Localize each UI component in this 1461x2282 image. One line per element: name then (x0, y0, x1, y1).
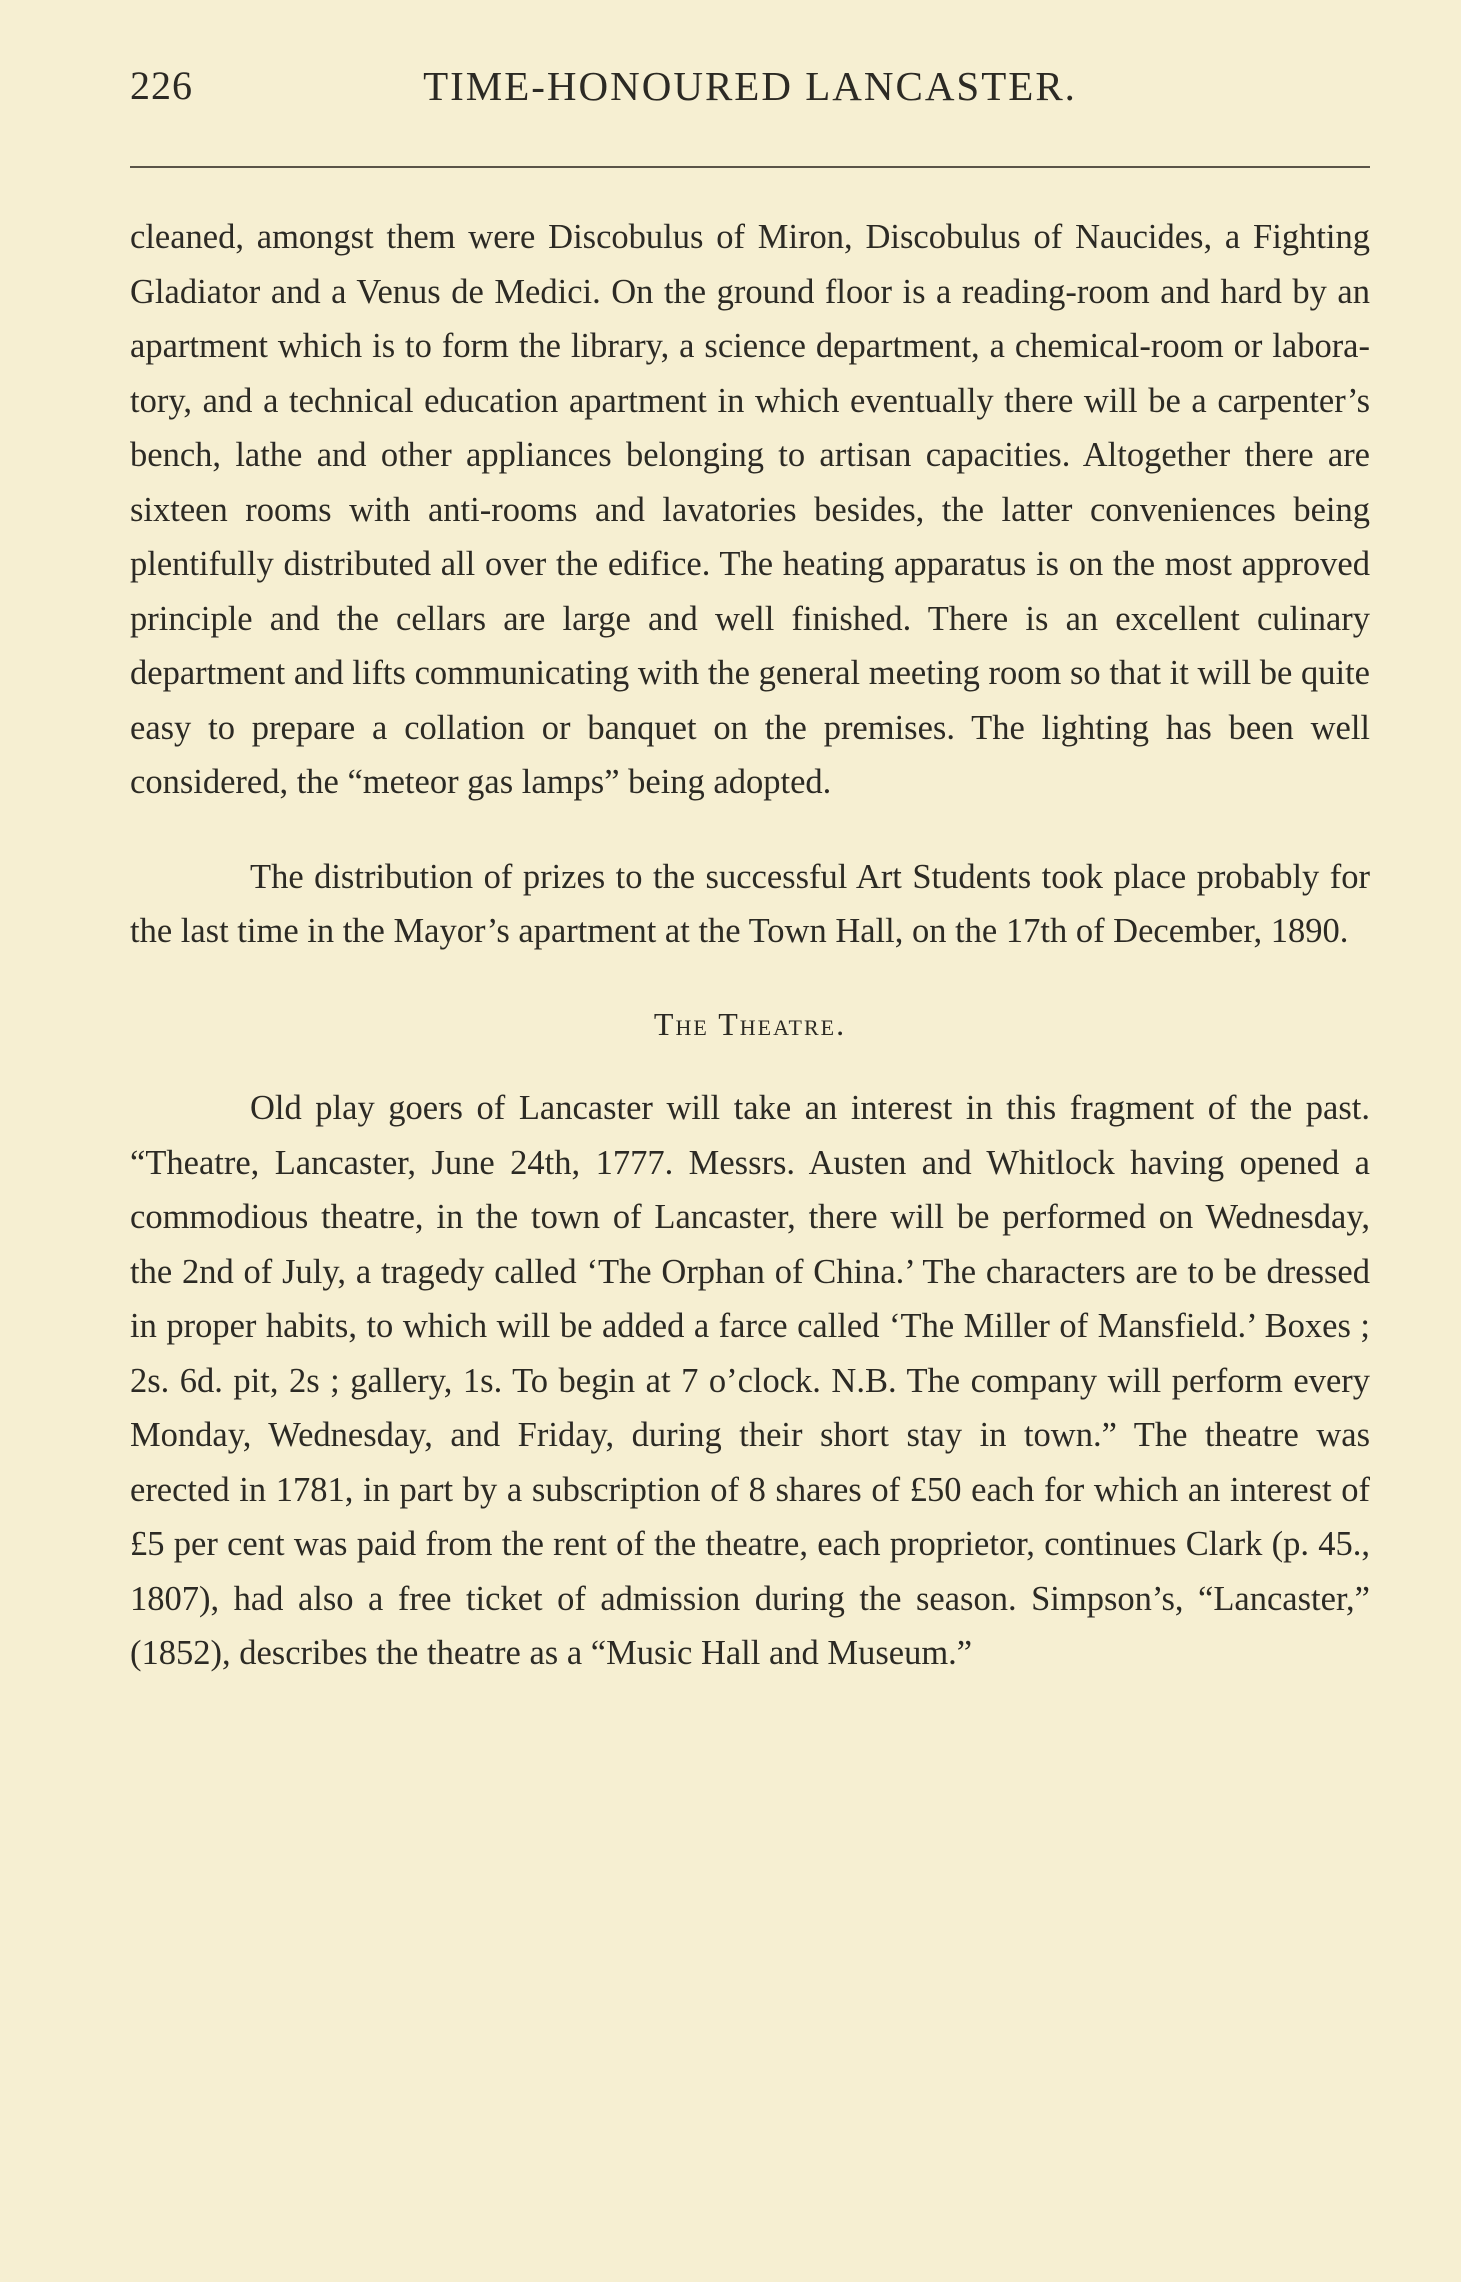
running-head (130, 62, 1370, 122)
paragraph-prize-distribution: The distribution of prizes to the successful Art Students took place probably for the last time in the Mayor’s apartment at the Town Hall, on the 17th of December, 1890. (130, 857, 1370, 950)
header-rule (130, 166, 1370, 168)
running-title: TIME-HONOURED LANCASTER. (423, 63, 1077, 109)
section-heading-theatre: The Theatre. (653, 1005, 847, 1042)
page-number: 226 (130, 63, 193, 108)
paragraph-institute-description: cleaned, amongst them were Discobulus of Miron, Discobulus of Naucides, a Fighting Gladiator and a Venus de Medici. On the ground floor is a reading-room and hard by an apartment which is to form the library, a science department, a chemical-room or laboratory, and a technical education apartment in which eventually there will be a carpenter’s bench, lathe and other appliances belonging to artisan capacities. Altogether there are sixteen rooms with anti-rooms and lavatories besides, the latter conveniences being plentifully distributed all over the edifice. The heating apparatus is on the most approved principle and the cellars are large and well finished. There is an excellent culinary department and lifts communicating with the general meeting room so that it will be quite easy to prepare a collation or banquet on the premises. The lighting has been well considered, the “meteor gas lamps” being adopted. (130, 218, 1370, 801)
paragraph-theatre-history: Old play goers of Lancaster will take an interest in this fragment of the past. “Theatre, Lancaster, June 24th, 1777. Messrs. Austen and Whitlock having opened a commodious theatre, in the town of Lancaster, there will be performed on Wednesday, the 2nd of July, a tragedy called ‘The Orphan of China.’ The characters are to be dressed in proper habits, to which will be added a farce called ‘The Miller of Mansfield.’ Boxes ; 2s. 6d. pit, 2s ; gallery, 1s. To begin at 7 o’clock. N.B. The company will perform every Monday, Wednesday, and Friday, during their short stay in town.” The theatre was erected in 1781, in part by a subscription of 8 shares of £50 each for which an interest of £5 per cent was paid from the rent of the theatre, each proprietor, continues Clark (p. 45., 1807), had also a free ticket of admission during the season. Simpson’s, “Lancaster,” (1852), describes the theatre as a “Music Hall and Museum.” (130, 1089, 1370, 1672)
body-text (130, 210, 1370, 1681)
book-page (130, 0, 1370, 2282)
